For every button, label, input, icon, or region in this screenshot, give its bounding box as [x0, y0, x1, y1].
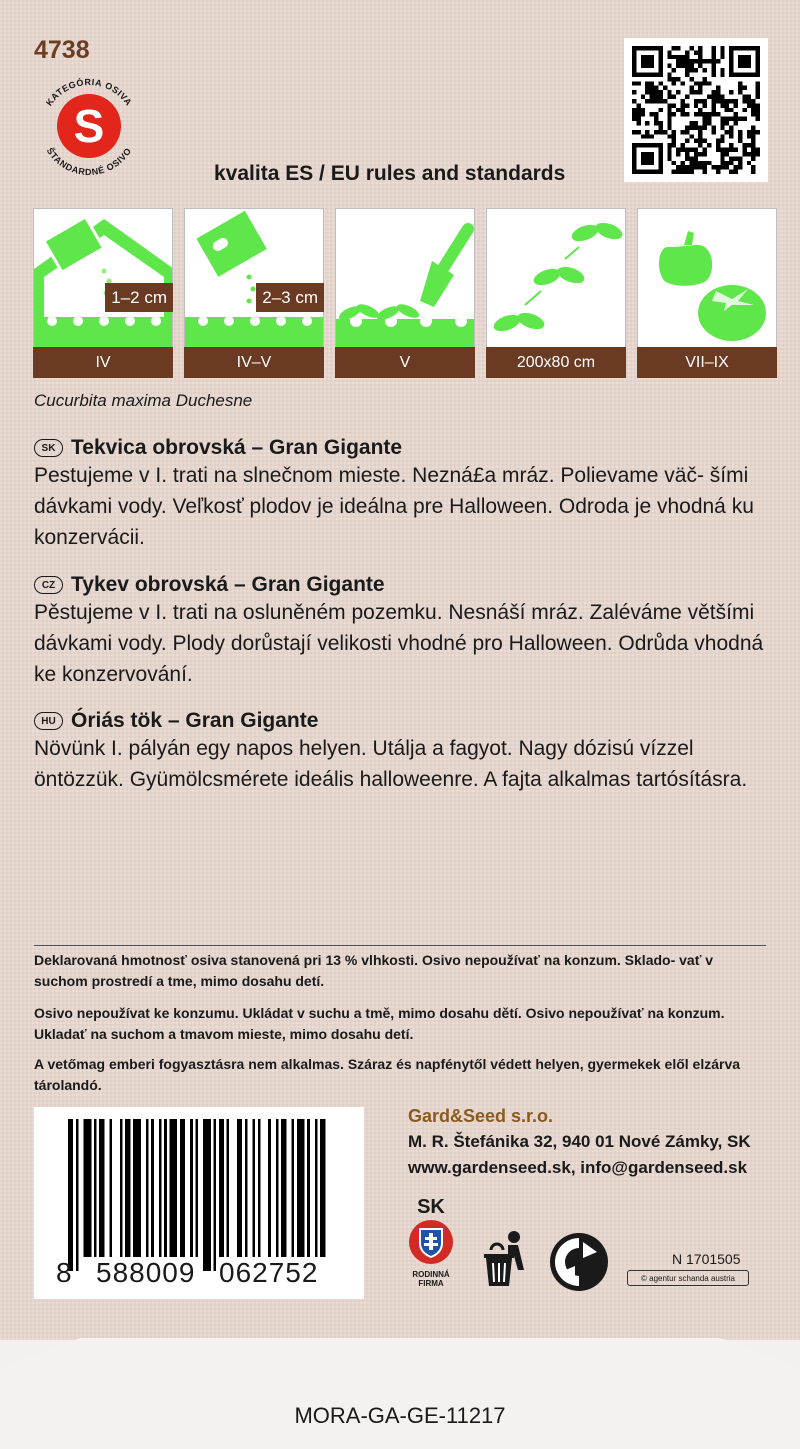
section-title: Óriás tök – Gran Gigante — [71, 709, 319, 732]
lang-badge: CZ — [34, 576, 63, 594]
icon-transplanting — [335, 208, 475, 378]
icon-spacing — [486, 208, 626, 378]
notice-sk: Deklarovaná hmotnosť osiva stanovená pri 13 % vlhkosti. Osivo nepoužívať na konzum. Sklado- vať v suchom prostredí a tme, mimo dosahu detí. — [34, 952, 714, 989]
packet-bottom-strip — [0, 1338, 800, 1449]
slovak-shield-icon — [408, 1219, 454, 1265]
license-number: N 1701505 — [672, 1251, 741, 1267]
section-title: Tekvica obrovská – Gran Gigante — [71, 436, 403, 459]
divider — [34, 945, 766, 946]
lang-badge: SK — [34, 439, 63, 457]
section-body: Növünk I. pályán egy napos helyen. Utálja a fagyot. Nagy dózisú vízzel öntözzük. Gyümölcsmérete ideális halloweenre. A fajta alkalmas tartósításra. — [34, 737, 748, 791]
category-ring-top: KATEGÓRIA OSIVA — [43, 76, 135, 108]
quality-standard: kvalita ES / EU rules and standards — [214, 162, 566, 185]
icon-label-month: IV–V — [184, 347, 324, 378]
company-info — [408, 1103, 751, 1181]
icon-harvest — [637, 208, 777, 378]
icon-label-month: V — [335, 347, 475, 378]
growing-icons — [33, 208, 777, 378]
icon-label-month: VII–IX — [637, 347, 777, 378]
barcode-first-digit: 8 — [56, 1257, 73, 1288]
barcode-left-digits: 588009 — [96, 1257, 196, 1288]
plant-spacing-icon — [487, 209, 626, 347]
barcode — [34, 1107, 364, 1299]
category-ring-bottom: ŠTANDARDNÉ OSIVO — [44, 145, 134, 178]
license-tag: © agentur schanda austria — [627, 1270, 749, 1286]
seed-category-badge — [30, 66, 148, 184]
notice-hu: A vetőmag emberi fogyasztásra nem alkalmas. Száraz és napfénytől védett helyen, gyermekek elől elzárva tárolandó. — [34, 1056, 741, 1093]
category-letter: S — [73, 100, 105, 152]
icon-sowing-outdoor — [184, 208, 324, 378]
company-contact[interactable]: www.gardenseed.sk, info@gardenseed.sk — [408, 1158, 748, 1177]
section-title: Tykev obrovská – Gran Gigante — [71, 573, 385, 596]
section-hu — [34, 709, 774, 795]
barcode-right-digits: 062752 — [219, 1257, 319, 1288]
depth-tag: 1–2 cm — [105, 283, 173, 312]
trowel-icon — [336, 209, 475, 347]
section-body: Pěstujeme v I. trati na osluněném pozemku. Nesnáší mráz. Zaléváme většími dávkami vody. Plody dorůstají velikosti vhodné pro Halloween. Odrůda vhodná ke konzervování. — [34, 601, 764, 686]
notice-cz-sk: Osivo nepoužívat ke konzumu. Ukládat v suchu a tmě, mimo dosahu dětí. Osivo nepoužívať na konzum. Ukladať na suchom a tmavom mieste, mimo dosahu detí. — [34, 1005, 725, 1042]
section-sk — [34, 436, 774, 553]
vegetable-harvest-icon — [638, 209, 777, 347]
sk-line2: FIRMA — [418, 1279, 444, 1288]
icon-label-month: IV — [33, 347, 173, 378]
depth-tag: 2–3 cm — [256, 283, 324, 312]
section-body: Pestujeme v I. trati na slnečnom mieste. Nezná£a mráz. Polievame väč- šími dávkami vody. Veľkosť plodov je ideálna pre Halloween. Odroda je vhodná ku konzervácii. — [34, 464, 754, 549]
company-name: Gard&Seed s.r.o. — [408, 1106, 554, 1126]
green-dot-icon — [549, 1232, 609, 1292]
icon-label-spacing: 200x80 cm — [486, 347, 626, 378]
company-address: M. R. Štefánika 32, 940 01 Nové Zámky, SK — [408, 1132, 751, 1151]
variety-code: 4738 — [34, 36, 90, 64]
lang-badge: HU — [34, 712, 63, 730]
sk-line1: RODINNÁ — [412, 1270, 450, 1279]
icon-sowing-greenhouse — [33, 208, 173, 378]
family-firm-badge — [403, 1196, 459, 1288]
product-code: MORA-GA-GE-11217 — [294, 1403, 506, 1428]
qr-code[interactable] — [624, 38, 768, 182]
tidyman-recycle-icon — [478, 1230, 530, 1292]
sk-label: SK — [417, 1196, 445, 1218]
section-cz — [34, 573, 774, 690]
outdoor-sowing-icon — [185, 209, 324, 347]
latin-name: Cucurbita maxima Duchesne — [34, 391, 253, 410]
barcode-bars — [64, 1115, 334, 1275]
greenhouse-sowing-icon — [34, 209, 173, 347]
